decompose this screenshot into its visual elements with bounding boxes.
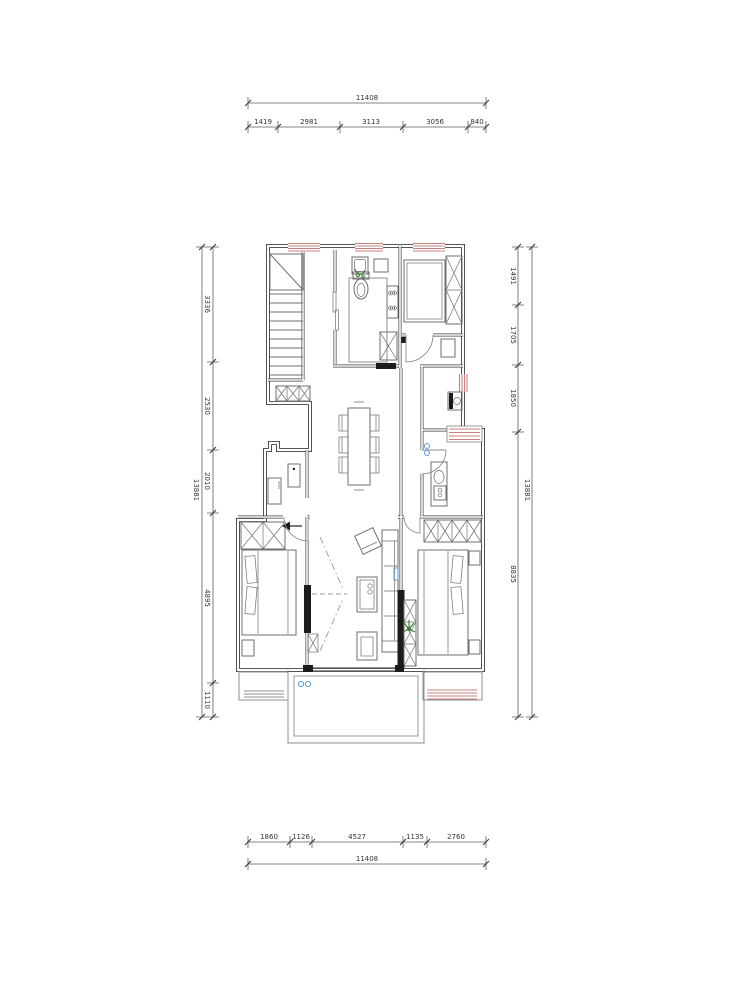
faucet-icon <box>425 451 430 456</box>
dining-table <box>348 408 370 485</box>
threshold <box>376 363 396 369</box>
cabinet-icon <box>268 478 281 504</box>
balcony <box>239 665 482 743</box>
dim-top-seg-3: 3056 <box>426 118 444 126</box>
toilet-icon <box>353 272 369 299</box>
study-room <box>268 464 302 531</box>
stove-icon <box>387 286 398 318</box>
sink-icon <box>352 257 368 278</box>
door-arc-bedroom-right <box>404 517 420 533</box>
bay-left <box>239 672 288 700</box>
door-arc-bedroom-left <box>284 517 308 541</box>
dining-chairs <box>339 415 379 473</box>
nightstand <box>441 339 455 357</box>
dim-right-seg-2: 1850 <box>509 389 517 407</box>
armchair-icon <box>355 528 382 555</box>
dining-area <box>339 402 379 490</box>
dim-bottom-seg-4: 2760 <box>447 833 465 841</box>
toilet2-icon <box>434 486 446 500</box>
bathroom-2 <box>425 444 448 507</box>
dim-top-seg-0: 1419 <box>254 118 272 126</box>
drain-icon <box>305 681 310 686</box>
dim-top-total: 11408 <box>355 94 379 102</box>
shoe-cabinet <box>276 386 310 401</box>
dimensions-left <box>192 244 219 720</box>
vanity-icon <box>431 462 447 506</box>
wardrobe-icon <box>446 256 462 324</box>
sliding-door <box>333 292 339 330</box>
dimensions-right <box>509 244 538 720</box>
tv-unit <box>398 590 405 668</box>
tv-cabinet <box>308 634 318 652</box>
nightstand <box>469 640 480 654</box>
balcony-glazing <box>294 676 418 736</box>
window-bay-right <box>427 690 477 699</box>
living-room <box>304 528 405 668</box>
door-arc-bedroom-top <box>406 335 433 362</box>
cabinet-box <box>374 259 388 272</box>
dim-left-seg-3: 4895 <box>203 589 211 607</box>
sofa-icon <box>382 530 398 652</box>
dim-top-seg-1: 2981 <box>300 118 318 126</box>
dim-bottom-seg-1: 1126 <box>292 833 310 841</box>
drain-icon <box>298 681 303 686</box>
wardrobe-icon <box>404 600 416 666</box>
dim-bottom-total: 11408 <box>355 855 379 863</box>
stair-treads <box>270 294 303 375</box>
dimensions-top <box>245 94 489 133</box>
tv-unit <box>304 585 311 633</box>
bed-icon <box>404 260 445 322</box>
wall-pier <box>395 665 404 672</box>
utility-room <box>448 392 462 410</box>
nightstand <box>469 551 480 565</box>
fridge-icon <box>380 332 397 360</box>
bed-icon <box>242 550 296 635</box>
dim-top-seg-2: 3113 <box>362 118 380 126</box>
dim-left-seg-1: 2530 <box>203 397 211 415</box>
dim-bottom-seg-0: 1860 <box>260 833 278 841</box>
window-bay-left <box>244 691 284 697</box>
faucet-icon <box>425 444 430 449</box>
dimensions-bottom <box>245 833 489 870</box>
coffee-table-icon <box>357 577 377 612</box>
wardrobe-icon <box>241 522 285 549</box>
wall-pier <box>303 665 313 672</box>
wardrobe-icon <box>424 520 481 542</box>
dim-left-seg-2: 2010 <box>203 472 211 490</box>
bed-icon <box>418 550 468 655</box>
kitchen-bathroom <box>333 257 398 369</box>
dim-bottom-seg-3: 1135 <box>406 833 424 841</box>
nightstand <box>242 640 254 656</box>
stair-diagonal <box>270 254 303 290</box>
dim-right-seg-3: 8835 <box>509 565 517 583</box>
dim-top-seg-4: 840 <box>470 118 484 126</box>
dim-bottom-seg-2: 4527 <box>348 833 366 841</box>
side-chair-icon <box>357 632 377 660</box>
bedroom-right <box>403 520 481 666</box>
bedroom-left <box>241 522 296 656</box>
cabinet-icon <box>288 464 300 487</box>
dim-right-seg-0: 1491 <box>509 267 517 285</box>
dim-right-total: 13881 <box>523 478 531 502</box>
dim-left-total: 13881 <box>192 478 200 502</box>
dim-left-seg-0: 3336 <box>203 295 211 313</box>
dim-left-seg-4: 1110 <box>203 691 211 709</box>
dim-right-seg-1: 1705 <box>509 326 517 344</box>
washing-machine-icon <box>448 392 462 410</box>
